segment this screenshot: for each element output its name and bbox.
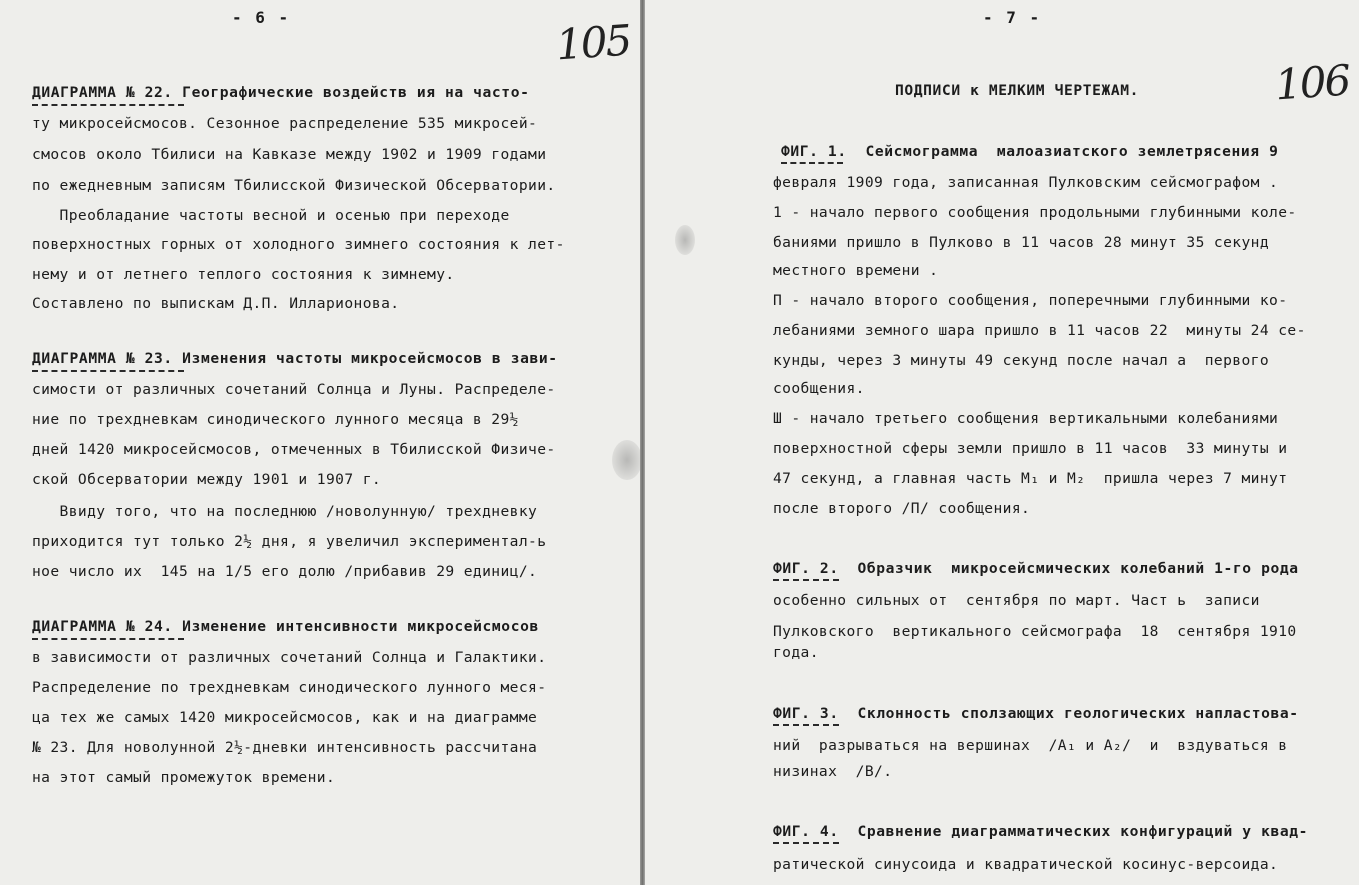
text-line: особенно сильных от сентября по март. Част ь записи	[773, 592, 1260, 609]
text-line: сообщения.	[773, 380, 865, 397]
heading-underline	[32, 638, 184, 640]
heading-underline	[773, 842, 839, 844]
text-line: Ввиду того, что на последнюю /новолунную/ трехдневку	[32, 503, 538, 520]
text-line: местного времени .	[773, 262, 939, 279]
text-line: февраля 1909 года, записанная Пулковским сейсмографом .	[773, 174, 1279, 191]
text-line: 47 секунд, а главная часть M₁ и M₂ пришла через 7 минут	[773, 470, 1288, 487]
text-line: ФИГ. 4. Сравнение диаграмматических конфигураций у квад-	[773, 823, 1309, 840]
text-line: Ш - начало третьего сообщения вертикальными колебаниями	[773, 410, 1279, 427]
text-line: дней 1420 микросейсмосов, отмеченных в Тбилисской Физиче-	[32, 441, 556, 458]
right-page	[645, 0, 1359, 885]
heading-underline	[32, 104, 184, 106]
heading-underline	[781, 162, 843, 164]
text-line: ской Обсерватории между 1901 и 1907 г.	[32, 471, 382, 488]
text-line: ФИГ. 1. Сейсмограмма малоазиатского землетрясения 9	[781, 143, 1279, 160]
page-title: ПОДПИСИ к МЕЛКИМ ЧЕРТЕЖАМ.	[895, 82, 1140, 99]
paper-stain	[675, 225, 695, 255]
page-number: - 6 -	[232, 8, 291, 27]
text-line: ДИАГРАММА № 22. Географические воздейств ия на часто-	[32, 84, 530, 101]
text-line: симости от различных сочетаний Солнца и Луны. Распределе-	[32, 381, 556, 398]
text-line: Преобладание частоты весной и осенью при переходе	[32, 207, 510, 224]
handwritten-folio: 105	[554, 15, 632, 70]
text-line: низинах /B/.	[773, 763, 893, 780]
text-line: ратической синусоида и квадратической косинус-версоида.	[773, 856, 1279, 873]
paper-stain	[612, 440, 640, 480]
handwritten-folio: 106	[1273, 55, 1351, 110]
text-line: № 23. Для новолунной 2½-дневки интенсивность рассчитана	[32, 739, 538, 756]
text-line: 1 - начало первого сообщения продольными глубинными коле-	[773, 204, 1297, 221]
heading-underline	[773, 579, 839, 581]
text-line: Пулковского вертикального сейсмографа 18 сентября 1910	[773, 623, 1297, 640]
text-line: лебаниями земного шара пришло в 11 часов 22 минуты 24 се-	[773, 322, 1306, 339]
heading-underline	[32, 370, 184, 372]
heading-underline	[773, 724, 839, 726]
text-line: ний разрываться на вершинах /A₁ и A₂/ и вздуваться в	[773, 737, 1288, 754]
text-line: в зависимости от различных сочетаний Солнца и Галактики.	[32, 649, 547, 666]
text-line: ФИГ. 2. Образчик микросейсмических колебаний 1-го рода	[773, 560, 1299, 577]
text-line: ту микросейсмосов. Сезонное распределение 535 микросей-	[32, 115, 538, 132]
text-line: приходится тут только 2½ дня, я увеличил экспериментал-ь	[32, 533, 547, 550]
text-line: смосов около Тбилиси на Кавказе между 1902 и 1909 годами	[32, 146, 547, 163]
text-line: баниями пришло в Пулково в 11 часов 28 минут 35 секунд	[773, 234, 1270, 251]
text-line: по ежедневным записям Тбилисской Физической Обсерватории.	[32, 177, 556, 194]
text-line: кунды, через 3 минуты 49 секунд после начал а первого	[773, 352, 1270, 369]
text-line: года.	[773, 644, 819, 661]
text-line: на этот самый промежуток времени.	[32, 769, 336, 786]
text-line: нему и от летнего теплого состояния к зимнему.	[32, 266, 455, 283]
text-line: ное число их 145 на 1/5 его долю /прибавив 29 единиц/.	[32, 563, 538, 580]
text-line: ДИАГРАММА № 23. Изменения частоты микросейсмосов в зави-	[32, 350, 558, 367]
text-line: Составлено по выпискам Д.П. Илларионова.	[32, 295, 400, 312]
text-line: после второго /П/ сообщения.	[773, 500, 1031, 517]
text-line: П - начало второго сообщения, поперечными глубинными ко-	[773, 292, 1288, 309]
text-line: поверхностной сферы земли пришло в 11 часов 33 минуты и	[773, 440, 1288, 457]
text-line: ца тех же самых 1420 микросейсмосов, как и на диаграмме	[32, 709, 538, 726]
text-line: поверхностных горных от холодного зимнего состояния к лет-	[32, 236, 565, 253]
text-line: ФИГ. 3. Склонность сползающих геологических напластова-	[773, 705, 1299, 722]
text-line: Распределение по трехдневкам синодического лунного меся-	[32, 679, 547, 696]
page-number: - 7 -	[983, 8, 1042, 27]
left-page	[0, 0, 640, 885]
text-line: ДИАГРАММА № 24. Изменение интенсивности микросейсмосов	[32, 618, 539, 635]
text-line: ние по трехдневкам синодического лунного месяца в 29½	[32, 411, 519, 428]
